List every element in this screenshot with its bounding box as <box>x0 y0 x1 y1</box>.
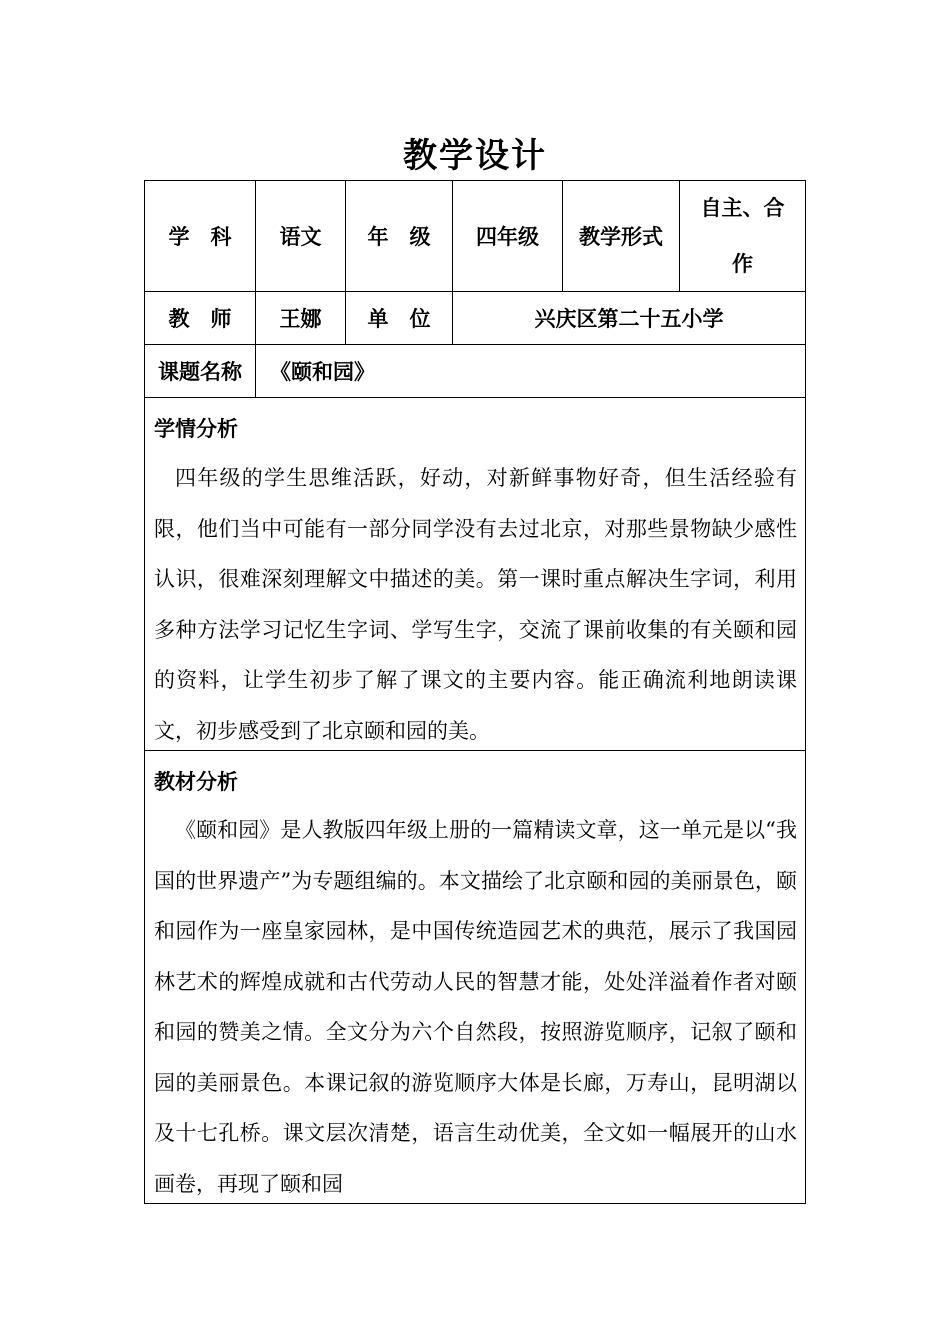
student-analysis-heading: 学情分析 <box>154 417 238 441</box>
material-analysis-text: 《颐和园》是人教版四年级上册的一篇精读文章，这一单元是以“我国的世界遗产”为专题组编的。本文描绘了北京颐和园的美丽景色，颐和园作为一座皇家园林，是中国传统造园艺术的典范，展示了我国园林艺术的辉煌成就和古代劳动人民的智慧才能，处处洋溢着作者对颐和园的赞美之情。全文分为六个自然段，按照游览顺序，记叙了颐和园的美丽景色。本课记叙的游览顺序大体是长廊，万寿山，昆明湖以及十七孔桥。课文层次清楚，语言生动优美，全文如一幅展开的山水画卷，再现了颐和园 <box>154 818 797 1196</box>
teaching-form-value-line1: 自主、合 <box>700 196 785 220</box>
grade-label: 年 级 <box>367 225 431 249</box>
teacher-label: 教 师 <box>168 307 232 331</box>
subject-value: 语文 <box>279 225 322 249</box>
teaching-form-value-line2: 作 <box>732 252 753 276</box>
unit-label: 单 位 <box>367 307 431 331</box>
document-title: 教学设计 <box>403 136 547 176</box>
material-analysis-heading: 教材分析 <box>154 770 238 794</box>
unit-value: 兴庆区第二十五小学 <box>534 307 724 331</box>
grade-value: 四年级 <box>476 225 539 249</box>
teaching-form-label: 教学形式 <box>579 225 663 249</box>
student-analysis-text: 四年级的学生思维活跃，好动，对新鲜事物好奇，但生活经验有限，他们当中可能有一部分同学没有去过北京，对那些景物缺少感性认识，很难深刻理解文中描述的美。第一课时重点解决生字词，利用多种方法学习记忆生字词、学写生字，交流了课前收集的有关颐和园的资料，让学生初步了解了课文的主要内容。能正确流利地朗读课文，初步感受到了北京颐和园的美。 <box>154 466 797 743</box>
teaching-form-value <box>680 181 805 291</box>
table-row-divider <box>144 397 806 398</box>
course-title-label: 课题名称 <box>158 360 242 384</box>
subject-label: 学 科 <box>168 225 232 249</box>
course-title-value: 《颐和园》 <box>270 360 375 384</box>
teacher-value: 王娜 <box>279 307 322 331</box>
table-border-right <box>805 180 806 1204</box>
